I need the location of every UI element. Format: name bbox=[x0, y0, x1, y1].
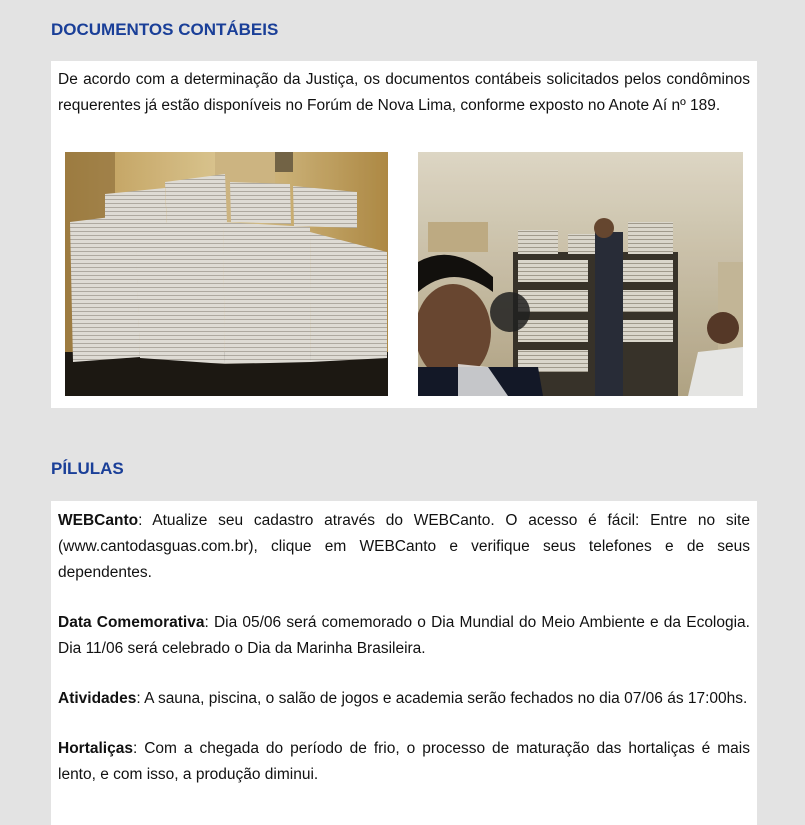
pilula-webcanto bbox=[58, 508, 750, 586]
pilula-data-comemorativa bbox=[58, 610, 750, 662]
documentos-text: De acordo com a determinação da Justiça, os documentos contábeis solicitados pelos condôminos requerentes já estão disponíveis no Forúm de Nova Lima, conforme exposto no Anote Aí nº 189. bbox=[58, 71, 750, 114]
pilula-term: Data Comemorativa bbox=[58, 614, 205, 631]
photo-document-stacks bbox=[65, 152, 388, 396]
section-title-pilulas: PÍLULAS bbox=[51, 459, 124, 478]
pilula-text: : Dia 05/06 será comemorado o Dia Mundial do Meio Ambiente e da Ecologia. Dia 11/06 será celebrado o Dia da Marinha Brasileira. bbox=[58, 614, 750, 657]
pilula-atividades bbox=[58, 686, 750, 712]
photo-archive-room bbox=[418, 152, 743, 396]
section-title-documentos: DOCUMENTOS CONTÁBEIS bbox=[51, 20, 279, 39]
pilulas-card bbox=[51, 501, 757, 825]
documentos-card bbox=[51, 61, 757, 408]
pilula-hortalicas bbox=[58, 736, 750, 788]
pilula-text: : Com a chegada do período de frio, o processo de maturação das hortaliças é mais lento, e com isso, a produção diminui. bbox=[58, 740, 750, 783]
pilula-term: WEBCanto bbox=[58, 512, 139, 529]
pilula-term: Hortaliças bbox=[58, 740, 133, 757]
pilula-text: : A sauna, piscina, o salão de jogos e academia serão fechados no dia 07/06 ás 17:00hs. bbox=[136, 690, 748, 707]
pilula-text: : Atualize seu cadastro através do WEBCanto. O acesso é fácil: Entre no site (www.cantodasguas.com.br), clique em WEBCanto e verifique seus telefones e de seus dependentes. bbox=[58, 512, 750, 581]
pilula-term: Atividades bbox=[58, 690, 137, 707]
